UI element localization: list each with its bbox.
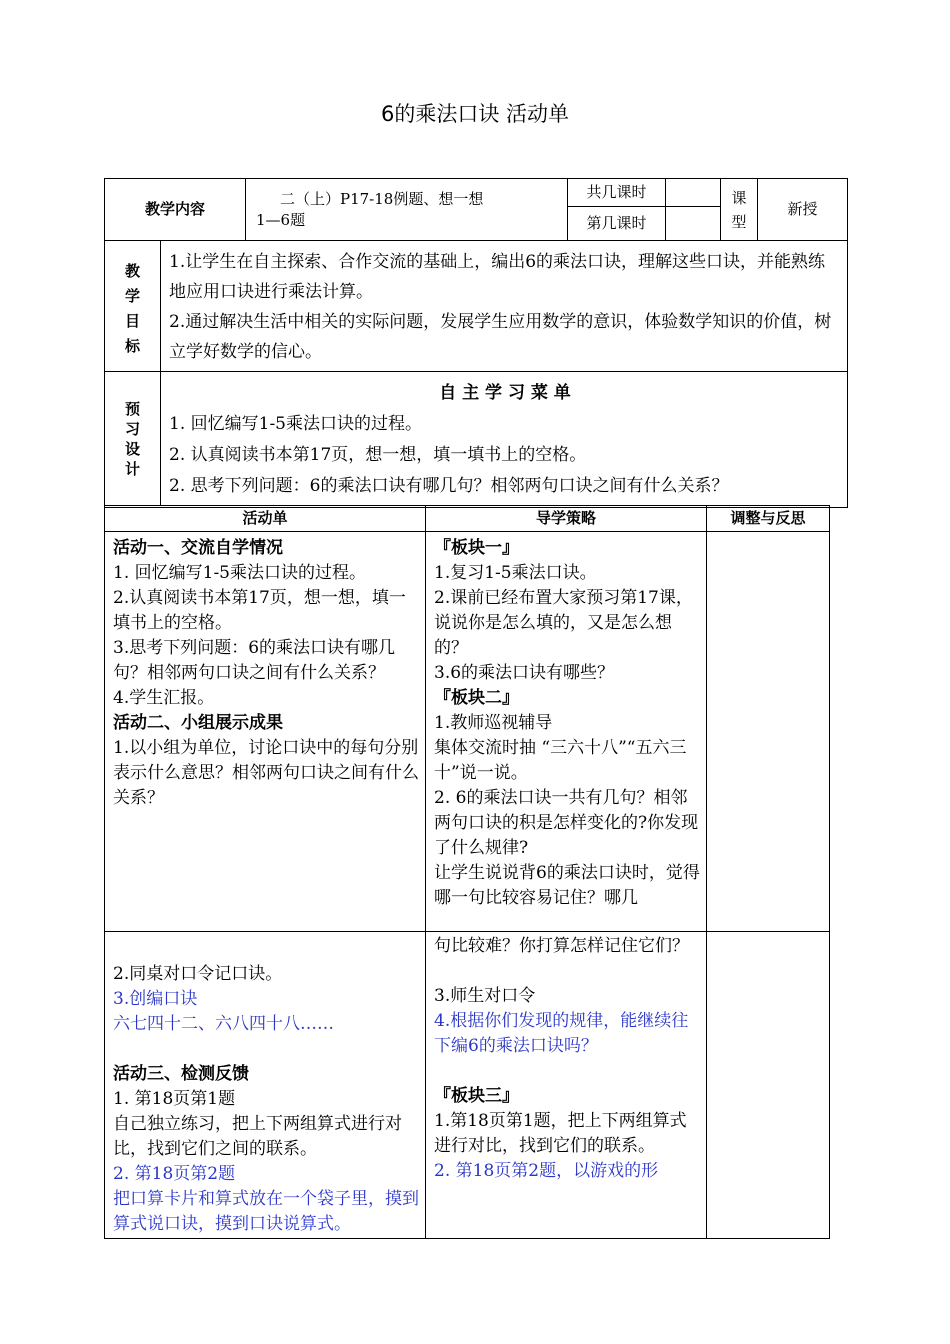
col-header-activity: 活动单 (105, 506, 426, 532)
total-hours-label: 共几课时 (568, 179, 666, 206)
activity-item: 自己独立练习，把上下两组算式进行对比，找到它们之间的联系。 (113, 1114, 402, 1159)
reflection-cell-2 (707, 932, 830, 1239)
goal-item: 1.让学生在自主探索、合作交流的基础上，编出6的乘法口诀，理解这些口诀，并能熟练地应用口诀进行乘法计算。 (169, 252, 826, 302)
goals-row (105, 241, 848, 372)
goals-inner-table (105, 241, 847, 371)
activity-heading: 活动二、小组展示成果 (113, 713, 283, 733)
spacer (434, 1059, 700, 1084)
lesson-type-label-2: 型 (731, 212, 747, 231)
preview-label-char: 计 (124, 460, 140, 478)
goals-label (105, 241, 161, 371)
preview-item: 1. 回忆编写1-5乘法口诀的过程。 (169, 414, 422, 434)
content-text-line-1: 二（上）P17-18例题、想一想 (280, 189, 484, 208)
activity-table (104, 505, 830, 1239)
hours-inner-table (568, 179, 720, 240)
activity-cell-1 (105, 532, 426, 932)
col-header-reflection: 调整与反思 (707, 506, 830, 532)
preview-label-char: 预 (124, 400, 140, 418)
lesson-header-table (104, 178, 848, 508)
preview-row (105, 372, 848, 508)
strategy-item: 1.教师巡视辅导 (434, 713, 553, 733)
activity-item: 2.认真阅读书本第17页，想一想，填一填书上的空格。 (113, 588, 406, 633)
page-title: 6的乘法口诀 活动单 (380, 102, 570, 126)
activity-heading: 活动三、检测反馈 (113, 1064, 249, 1084)
strategy-block-label: 『板块一』 (434, 538, 519, 558)
strategy-cell-2 (426, 932, 707, 1239)
col-header-strategy: 导学策略 (426, 506, 707, 532)
activity-item: 3.创编口诀 (113, 989, 198, 1009)
goals-label-char: 学 (124, 287, 140, 305)
strategy-block-label: 『板块二』 (434, 688, 519, 708)
goals-label-char: 目 (124, 312, 140, 330)
preview-text (161, 372, 848, 506)
preview-item: 2. 思考下列问题：6的乘法口诀有哪几句？相邻两句口诀之间有什么关系？ (169, 476, 729, 496)
strategy-item: 3.6的乘法口诀有哪些？ (434, 663, 615, 683)
strategy-item: 2. 6的乘法口诀一共有几句？相邻两句口诀的积是怎样变化的?你发现了什么规律? (434, 788, 699, 858)
activity-item: 把口算卡片和算式放在一个袋子里，摸到算式说口诀，摸到口诀说算式。 (113, 1189, 419, 1234)
goals-label-char: 标 (124, 337, 140, 355)
strategy-cell-1 (426, 532, 707, 932)
activity-item: 1.以小组为单位，讨论口诀中的每句分别表示什么意思？相邻两句口诀之间有什么关系？ (113, 738, 419, 808)
content-label: 教学内容 (105, 179, 246, 241)
strategy-item: 3.师生对口令 (434, 986, 536, 1006)
activity-heading: 活动一、交流自学情况 (113, 538, 283, 558)
preview-heading: 自 主 学 习 菜 单 (439, 383, 571, 403)
activity-item: 4.学生汇报。 (113, 688, 215, 708)
activity-item: 2. 第18页第2题 (113, 1164, 236, 1184)
preview-label (105, 372, 161, 506)
goal-item: 2.通过解决生活中相关的实际问题，发展学生应用数学的意识，体验数学知识的价值，树立学好数学的信心。 (169, 312, 832, 362)
activity-item: 2.同桌对口令记口诀。 (113, 964, 283, 984)
spacer (434, 959, 700, 984)
content-text-line-2: 1—6题 (256, 210, 306, 229)
hours-cell (568, 179, 721, 241)
lesson-type-label-1: 课 (731, 188, 747, 207)
nth-hour-label: 第几课时 (568, 206, 666, 240)
activity-item: 六七四十二、六八四十八…… (113, 1014, 334, 1034)
strategy-item: 2.课前已经布置大家预习第17课，说说你是怎么填的，又是怎么想的？ (434, 588, 693, 658)
lesson-type-label (721, 179, 758, 241)
strategy-block-label: 『板块三』 (434, 1086, 519, 1106)
activity-item: 3.思考下列问题：6的乘法口诀有哪几句？相邻两句口诀之间有什么关系？ (113, 638, 396, 683)
reflection-cell-1 (707, 532, 830, 932)
lesson-type-value: 新授 (758, 179, 848, 241)
goals-label-char: 教 (124, 262, 140, 280)
activity-item: 1. 第18页第1题 (113, 1089, 236, 1109)
goals-text (161, 241, 848, 371)
spacer (113, 1037, 419, 1062)
strategy-item: 句比较难？你打算怎样记住它们？ (434, 936, 689, 956)
preview-inner-table (105, 372, 847, 506)
strategy-item: 1.复习1-5乘法口诀。 (434, 563, 597, 583)
strategy-item: 2. 第18页第2题，以游戏的形 (434, 1161, 659, 1181)
preview-label-char: 习 (124, 420, 140, 438)
strategy-item: 让学生说说背6的乘法口诀时，觉得哪一句比较容易记住？哪几 (434, 863, 700, 908)
content-text (246, 179, 568, 241)
strategy-item: 4.根据你们发现的规律，能继续往下编6的乘法口诀吗？ (434, 1011, 689, 1056)
strategy-item: 1.第18页第1题，把上下两组算式进行对比，找到它们的联系。 (434, 1111, 687, 1156)
nth-hour-value (666, 206, 721, 240)
strategy-item: 集体交流时抽 “三六十八”“五六三十”说一说。 (434, 738, 687, 783)
activity-item: 1. 回忆编写1-5乘法口诀的过程。 (113, 563, 366, 583)
preview-label-char: 设 (124, 440, 140, 458)
preview-item: 2. 认真阅读书本第17页，想一想，填一填书上的空格。 (169, 445, 587, 465)
activity-cell-2 (105, 932, 426, 1239)
total-hours-value (666, 179, 721, 206)
